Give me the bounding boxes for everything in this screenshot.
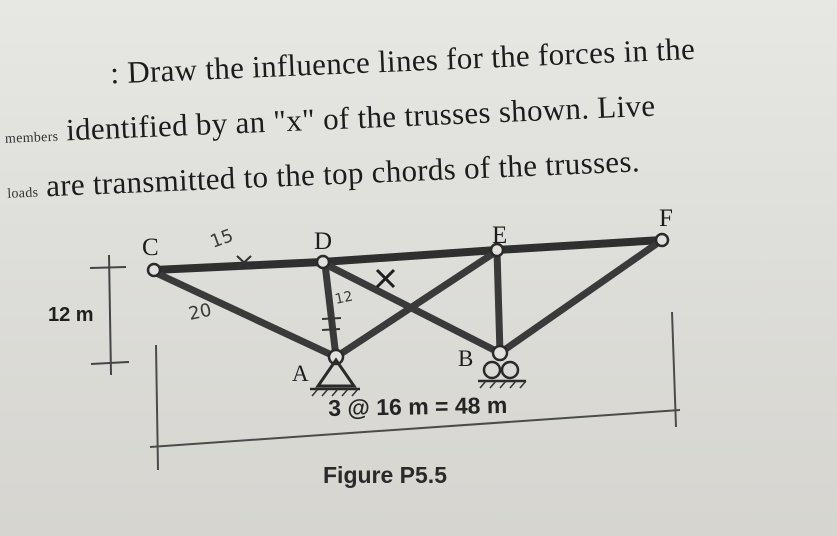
- node-label-f: F: [659, 205, 673, 232]
- figure-caption: Figure P5.5: [323, 462, 447, 488]
- member-eb: [497, 251, 500, 353]
- problem-line-3-lead: loads: [6, 185, 39, 202]
- joint-c: [148, 264, 160, 276]
- span-dimension-label: 3 @ 16 m = 48 m: [328, 391, 508, 421]
- height-dimension-bottom-tick: [91, 362, 129, 364]
- member-db: [325, 264, 500, 353]
- handwritten-symbol: [322, 308, 341, 331]
- problem-line-3-text: are transmitted to the top chords of the trusses.: [45, 143, 641, 204]
- handwritten-note-15: 15: [207, 225, 237, 253]
- handwritten-note-12: 12: [333, 288, 355, 308]
- node-label-d: D: [314, 228, 333, 255]
- problem-lead-colon: :: [109, 55, 120, 91]
- height-label: 12 m: [48, 304, 94, 326]
- joint-f: [656, 234, 668, 246]
- handwritten-note-20: 20: [186, 299, 214, 325]
- node-label-a: A: [292, 361, 309, 386]
- problem-line-1-text: Draw the influence lines for the forces in the: [126, 30, 696, 90]
- node-label-b: B: [458, 346, 474, 371]
- roller-b-left: [484, 362, 500, 378]
- member-marker-x: [377, 270, 394, 287]
- node-label-c: C: [142, 234, 159, 261]
- span-left-extension: [156, 345, 158, 470]
- problem-line-2-text: identified by an "x" of the trusses shown. Live: [65, 87, 656, 148]
- node-label-e: E: [492, 222, 508, 249]
- height-dimension-line: [109, 255, 111, 375]
- roller-b-right: [502, 362, 518, 378]
- joint-d: [317, 256, 329, 268]
- problem-line-2-lead: members: [4, 129, 59, 147]
- member-bf: [500, 240, 662, 353]
- member-ca: [154, 272, 336, 357]
- joint-b: [493, 346, 507, 360]
- height-dimension-top-tick: [90, 267, 126, 268]
